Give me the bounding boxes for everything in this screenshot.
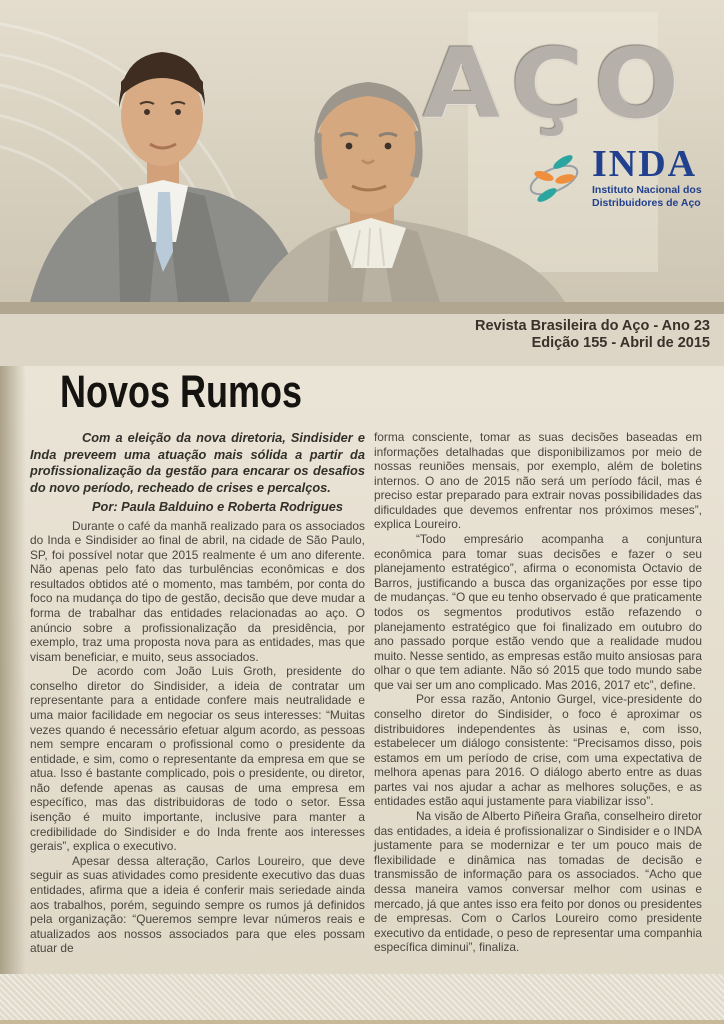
cover-photo xyxy=(0,0,724,302)
left-column xyxy=(30,430,365,1006)
magazine-name-and-year: Revista Brasileira do Aço - Ano 23 xyxy=(474,318,710,334)
article-paragraph: forma consciente, tomar as suas decisões baseadas em informações detalhadas que disponibilizamos por meio de nossas reuniões mensais, por exemplo, além de boletins internos. O ano de 2015 não será um período fácil, mas é preciso estar preparado para extrair novas possibilidades das dificuldades que devemos enfrentar nos próximos meses”, explica Loureiro. xyxy=(373,430,702,532)
inda-subtitle-line2: Distribuidores de Aço xyxy=(592,196,701,209)
article-paragraph: Durante o café da manhã realizado para os associados do Inda e Sindisider ao final de abril, na cidade de São Paulo, SP, foi possível notar que 2015 realmente é um ano diferente. Não apenas pelo fato das turbulências econômicas e dos resultados obtidos até o momento, mas também, por conta do foco na mudança do tipo de gestão, decisão que deve mudar a forma de trabalhar das entidades relacionadas ao aço. O anúncio sobre a profissionalização da presidência, por exemplo, traz uma proposta nova para as entidades, mas que visam beneficiar, e muito, seus associados. xyxy=(30,518,365,664)
inda-subtitle-line1: Instituto Nacional dos xyxy=(592,184,702,197)
right-column xyxy=(374,430,702,1006)
footer-band xyxy=(0,1020,724,1024)
aco-masthead-logo: AÇO xyxy=(422,28,690,140)
inda-logo xyxy=(527,143,702,209)
article-area xyxy=(0,366,724,1020)
article-title: Novos Rumos xyxy=(60,366,303,417)
article-lead: Com a eleição da nova diretoria, Sindisider e Inda preveem uma atuação mais sólida a partir da profissionalização da gestão para encarar os desafios do novo período, recheado de crises e percalços. xyxy=(30,430,365,495)
article-paragraph: Na visão de Alberto Piñeira Graña, conselheiro diretor das entidades, a ideia é profissionalizar o Sindisider e o INDA justamente para se modernizar e ter um pouco mais de flexibilidade e dinâmica nas tomadas de decisão e transmissão de informação para os associados. “Acho que dessa maneira vamos conversar melhor com usinas e mercado, já que antes isso era feito por donos ou presidentes de empresas. Com o Carlos Loureiro como presidente executivo da entidade, o peso de representar uma companhia específica diminui”, finaliza. xyxy=(373,809,702,955)
issue-info-band xyxy=(0,314,724,354)
inda-subtitle xyxy=(592,184,702,209)
article-columns xyxy=(0,422,724,1006)
inda-atom-icon xyxy=(527,146,585,208)
article-byline: Por: Paula Balduino e Roberta Rodrigues xyxy=(92,498,343,514)
separator-band xyxy=(0,302,724,314)
article-paragraph: Por essa razão, Antonio Gurgel, vice-presidente do conselho diretor do Sindisider, o foco é aproximar os distribuidores independentes às usinas e, com isso, estabelecer um diálogo consistente: “Precisamos disso, pois estamos em um período de crise, com uma expectativa de melhora apenas para 2016. O diálogo aberto entre as duas partes vai nos ajudar a achar as melhores soluções, e as entidades estão aqui justamente para viabilizar isso”. xyxy=(373,692,702,809)
article-paragraph: Apesar dessa alteração, Carlos Loureiro, que deve seguir as suas atividades como presidente executivo das duas entidades, afirma que a ideia é conferir mais seriedade ainda aos trabalhos, porém, seguindo sempre os rumos já definidos pela organização: “Queremos sempre levar números reais e atualizados aos nossos associados para que eles possam atuar de xyxy=(30,853,365,956)
edition-and-date: Edição 155 - Abril de 2015 xyxy=(531,334,710,351)
inda-name: INDA xyxy=(592,143,698,185)
article-paragraph: De acordo com João Luis Groth, presidente do conselho diretor do Sindisider, a ideia de contratar um representante para a entidade confere mais neutralidade e uma maior facilidade em negociar os seus interesses: “Muitas vezes quando é necessário efetuar algum acordo, as pessoas nem sempre encaram o profissional como o presidente da entidade, e sim, como o representante da empresa em que se atua. Isso é bastante complicado, pois o presidente, ou diretor, não defende apenas as causas de uma empresa em específico, mas das distribuidoras de todo o setor. Essa isenção é muito importante, inclusive para manter a credibilidade do Sindisider e do Inda frente aos interesses gerais”, explica o executivo. xyxy=(30,664,365,854)
article-paragraph: “Todo empresário acompanha a conjuntura econômica para tomar suas decisões e fazer o seu planejamento estratégico”, afirma o economista Octavio de Barros, justificando a busca das organizações por esse tipo de mudanças. “O que eu tenho observado é que praticamente todos os segmentos produtivos estão refazendo o planejamento estratégico que foi finalizado em outubro do ano passado porque estão vendo que a realidade mudou muito. Nesse sentido, as empresas estão muito ansiosas para olhar o que tem adiante. Não só 2015 que todo mundo sabe que vai ser um ano complicado. Mas 2016, 2017 etc”, define. xyxy=(373,532,702,692)
inda-logo-text xyxy=(592,143,702,209)
